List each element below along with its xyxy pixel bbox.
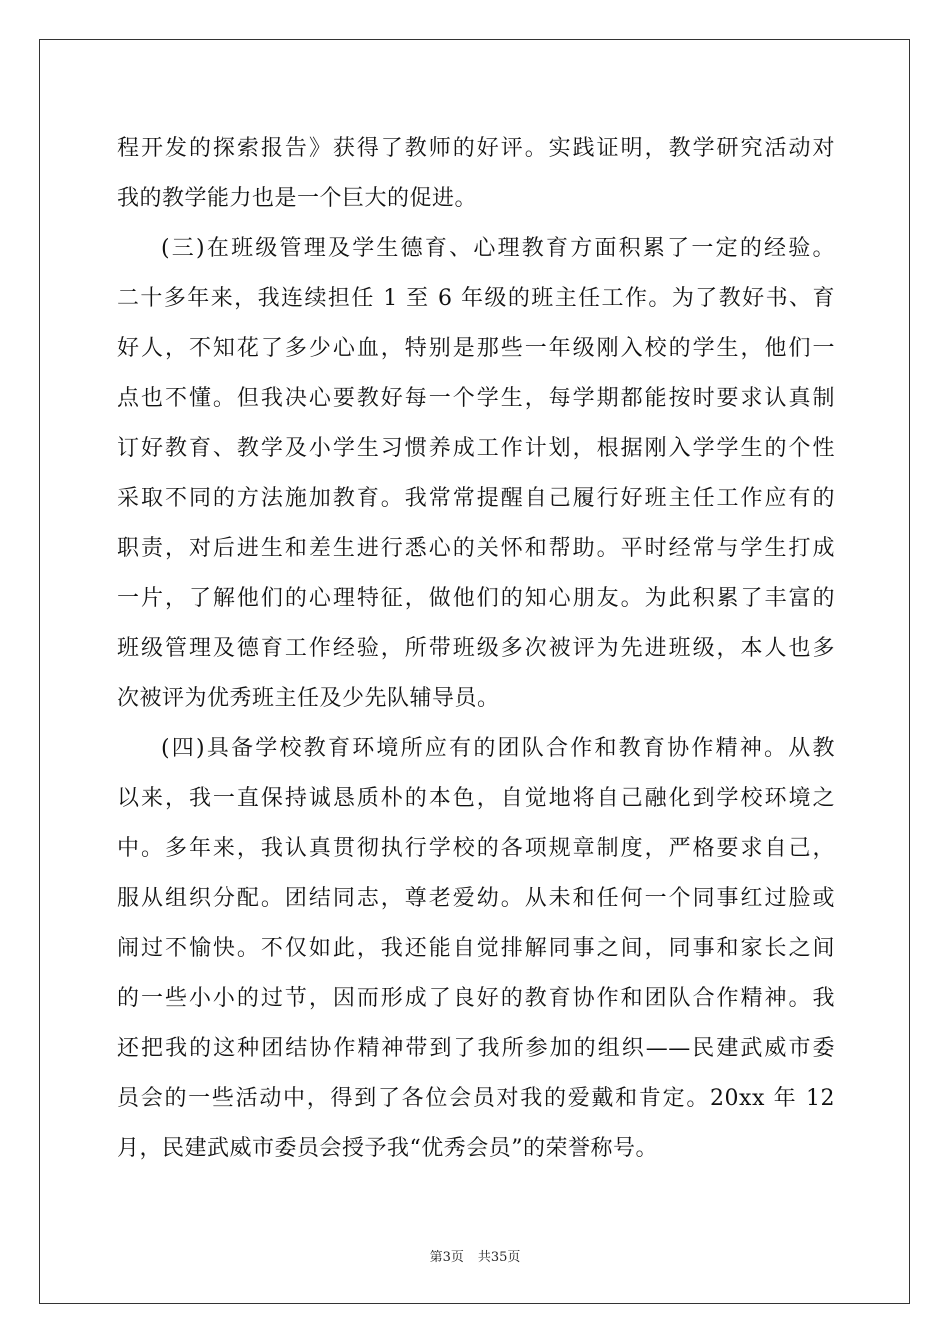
text-line: 订好教育、教学及小学生习惯养成工作计划，根据刚入学学生的个性	[117, 436, 835, 461]
text-line: 服从组织分配。团结同志，尊老爱幼。从未和任何一个同事红过脸或	[117, 886, 835, 911]
text-line: (四)具备学校教育环境所应有的团队合作和教育协作精神。从教	[161, 736, 835, 761]
document-body	[117, 124, 835, 1174]
text-line: 采取不同的方法施加教育。我常常提醒自己履行好班主任工作应有的	[117, 486, 835, 511]
text-line: 点也不懂。但我决心要教好每一个学生，每学期都能按时要求认真制	[117, 386, 835, 411]
text-line: 中。多年来，我认真贯彻执行学校的各项规章制度，严格要求自己，	[117, 836, 835, 861]
text-line: 闹过不愉快。不仅如此，我还能自觉排解同事之间，同事和家长之间	[117, 936, 835, 961]
text-line: 以来，我一直保持诚恳质朴的本色，自觉地将自己融化到学校环境之	[117, 786, 835, 811]
text-line: 次被评为优秀班主任及少先队辅导员。	[117, 686, 500, 711]
text-line: 的一些小小的过节，因而形成了良好的教育协作和团队合作精神。我	[117, 986, 835, 1011]
text-line: (三)在班级管理及学生德育、心理教育方面积累了一定的经验。	[161, 236, 835, 261]
page-number: 第3页	[429, 1250, 464, 1265]
text-line: 一片，了解他们的心理特征，做他们的知心朋友。为此积累了丰富的	[117, 586, 835, 611]
text-line: 二十多年来，我连续担任 1 至 6 年级的班主任工作。为了教好书、育	[117, 286, 835, 311]
text-line: 好人，不知花了多少心血，特别是那些一年级刚入校的学生，他们一	[117, 336, 835, 361]
text-line: 程开发的探索报告》获得了教师的好评。实践证明，教学研究活动对	[117, 136, 835, 161]
text-line: 职责，对后进生和差生进行悉心的关怀和帮助。平时经常与学生打成	[117, 536, 835, 561]
total-pages: 共35页	[477, 1250, 521, 1265]
page-footer	[0, 1246, 950, 1265]
text-line: 还把我的这种团结协作精神带到了我所参加的组织——民建武威市委	[117, 1036, 835, 1061]
text-line: 我的教学能力也是一个巨大的促进。	[117, 186, 478, 211]
text-line: 员会的一些活动中，得到了各位会员对我的爱戴和肯定。20xx 年 12	[117, 1086, 835, 1111]
text-line: 月，民建武威市委员会授予我“优秀会员”的荣誉称号。	[117, 1136, 658, 1161]
text-line: 班级管理及德育工作经验，所带班级多次被评为先进班级，本人也多	[117, 636, 835, 661]
